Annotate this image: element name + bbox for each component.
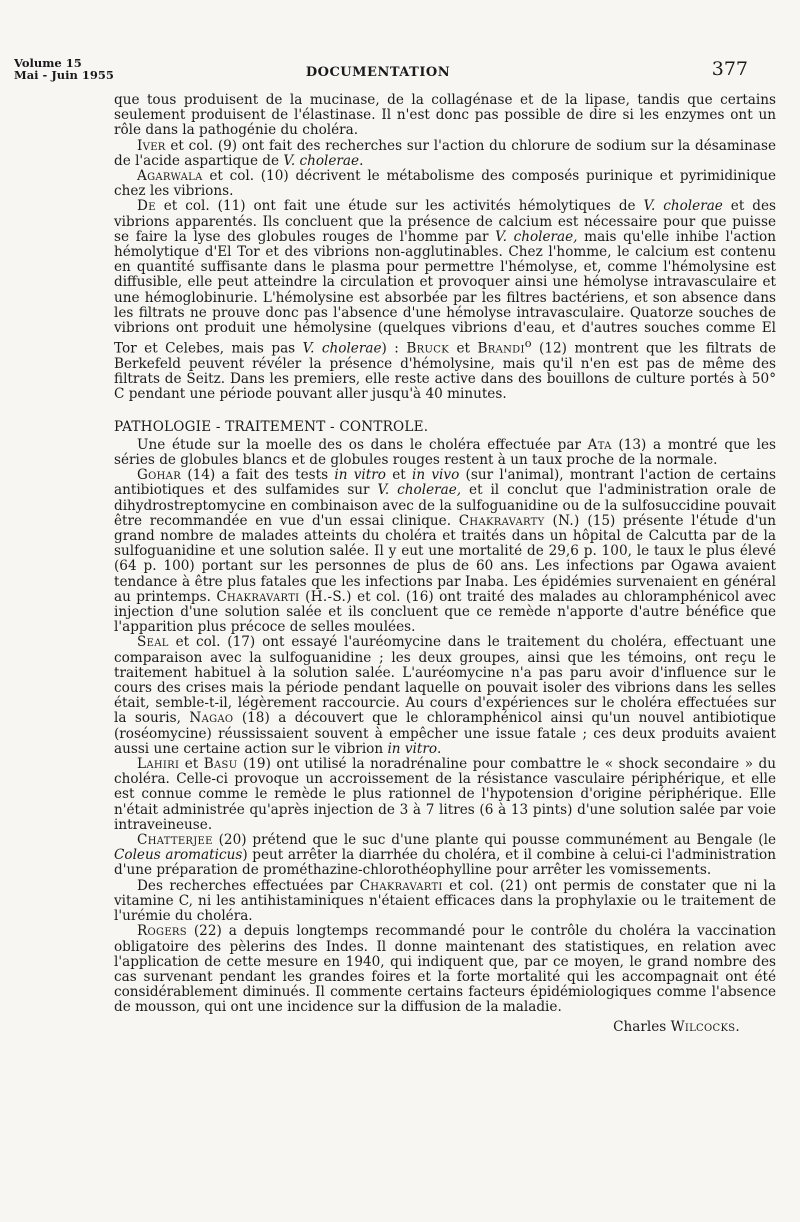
author-name: Lahiri [137, 756, 180, 773]
author-name: Chakravarti [359, 877, 443, 894]
signature: Charles Wilcocks. [613, 1018, 740, 1035]
species-name: V. cholerae, [495, 228, 578, 245]
running-title: DOCUMENTATION [305, 65, 451, 80]
paragraph-8: Lahiri et Basu (19) ont utilisé la noradrénaline pour combattre le « shock secondaire » du choléra. Celle-ci provoque un accroissement de la résistance vasculaire périphérique, et elle est connue comme le remède le plus rationnel de l'hypotension d'origine périphérique. Elle n'était administrée qu'après injection de 3 à 7 litres (6 à 13 pints) d'une solution salée par voie intraveineuse. [114, 756, 776, 833]
issue-date: Mai - Juin 1955 [14, 68, 114, 82]
article-body [114, 93, 776, 1035]
paragraph-3: Agarwala et col. (10) décrivent le métabolisme des composés purinique et pyrimidinique chez les vibrions. [114, 168, 776, 200]
author-name: Brandi [477, 340, 525, 357]
species-name: V. cholerae, [377, 482, 462, 499]
author-name: De [137, 198, 156, 215]
author-name: Iver [137, 137, 166, 154]
author-name: Ata [587, 436, 612, 453]
paragraph-4: De et col. (11) ont fait une étude sur les activités hémolytiques de V. cholerae et des vibrions apparentés. Ils concluent que la présence de calcium est nécessaire pour que puisse se faire la lyse des globules rouges de l'homme par V. cholerae, mais qu'elle inhibe l'action hémolytique d'El Tor et des vibrions non-agglutinables. Chez l'homme, le calcium est contenu en quantité suffisante dans le plasma pour permettre l'hémolyse, et, comme l'hémolysine est diffusible, elle peut atteindre la circulation et provoquer ainsi une hémolyse intravasculaire et une hémoglobinurie. L'hémolysine est absorbée par les filtres bactériens, et son absence dans les filtrats ne prouve donc pas l'absence d'une hémolyse intravasculaire. Quatorze souches de vibrions ont produit une hémolysine (quelques vibrions d'eau, et d'autres souches comme El Tor et Celebes, mais pas V. cholerae) : Bruck et Brandi$^o$ (12) montrent que les filtrats de Berkefeld peuvent révéler la présence d'hémolysine, mais qu'il n'en est pas de même des filtrats de Seitz. Dans les premiers, elle reste active dans des bouillons de culture portés à 50° C pendant une période pouvant aller jusqu'à 40 minutes. [114, 198, 777, 403]
author-name: Chatterjee [137, 832, 213, 849]
author-name: Rogers [137, 923, 187, 940]
latin-term: in vivo [411, 467, 460, 484]
volume-label: Volume 15 [14, 56, 82, 70]
author-name: Chakravarty (N.) [458, 512, 580, 529]
superscript-o: o [524, 336, 532, 351]
author-name: Chakravarti (H.-S.) [216, 588, 352, 605]
author-name: Basu [203, 756, 238, 773]
paragraph-7: Seal et col. (17) ont essayé l'auréomycine dans le traitement du choléra, effectuant une comparaison avec la sulfoguanidine ; les deux groupes, ainsi que les témoins, ont reçu le traitement habituel à la solution salée. L'auréomycine n'a pas paru avoir d'influence sur le cours des crises mais la période pendant laquelle on pouvait isoler des vibrions dans les selles était, semble-t-il, légèrement raccourcie. Au cours d'expériences sur le choléra effectuées sur la souris, Nagao (18) a découvert que le chloramphénicol ainsi qu'un nouvel antibiotique (roséomycine) réussissaient souvent à empêcher une issue fatale ; ces deux produits avaient aussi une certaine action sur le vibrion in vitro. [114, 634, 776, 757]
author-name: Agarwala [137, 168, 203, 185]
paragraph-2: Iver et col. (9) ont fait des recherches sur l'action du chlorure de sodium sur la désaminase de l'acide aspartique de V. cholerae. [114, 137, 776, 169]
species-name: V. cholerae [302, 340, 382, 357]
species-name: V. cholerae [643, 198, 723, 215]
signature-surname: Wilcocks. [670, 1018, 740, 1035]
latin-term: in vitro [387, 740, 438, 757]
paragraph-10: Des recherches effectuées par Chakravarti et col. (21) ont permis de constater que ni la vitamine C, ni les antihistaminiques n'étaient efficaces dans la prophylaxie ou le traitement de l'urémie du choléra. [114, 877, 776, 925]
author-name: Gohar [137, 467, 182, 484]
paragraph-9: Chatterjee (20) prétend que le suc d'une plante qui pousse communément au Bengale (le Coleus aromaticus) peut arrêter la diarrhée du choléra, et il combine à celui-ci l'administration d'une préparation de prométhazine-chlorothéophylline pour arrêter les vomissements. [114, 832, 776, 879]
section-heading: PATHOLOGIE - TRAITEMENT - CONTROLE. [114, 418, 429, 435]
paragraph-6: Gohar (14) a fait des tests in vitro et in vivo (sur l'animal), montrant l'action de certains antibiotiques et des sulfamides sur V. cholerae, et il conclut que l'administration orale de dihydrostreptomycine en combinaison avec de la sulfoguanidine ou de la sulfosuccidine pouvait être recommandée en vue d'un essai clinique. Chakravarty (N.) (15) présente l'étude d'un grand nombre de malades atteints du choléra et traités dans un hôpital de Calcutta par de la sulfoguanidine et une solution salée. Il y eut une mortalité de 29,6 p. 100, le taux le plus élevé (64 p. 100) portant sur les personnes de plus de 60 ans. Les infections par Ogawa avaient tendance à être plus fatales que les infections par Inaba. Les épidémies survenaient en général au printemps. Chakravarti (H.-S.) et col. (16) ont traité des malades au chloramphénicol avec injection d'une solution salée et ils concluent que ce remède n'apporte d'autre bénéfice que l'apparition plus précoce de selles moulées. [114, 467, 777, 636]
latin-term: in vitro [334, 467, 386, 484]
author-name: Bruck [406, 340, 449, 357]
page-number: 377 [711, 58, 748, 80]
paragraph-11: Rogers (22) a depuis longtemps recommandé pour le contrôle du choléra la vaccination obligatoire des pèlerins des Indes. Il donne maintenant des statistiques, en relation avec l'application de cette mesure en 1940, qui indiquent que, par ce moyen, le grand nombre des cas survenant pendant les grandes foires et la forte mortalité qui les accompagnait ont été considérablement diminués. Il commente certains facteurs épidémiologiques comme l'absence de mousson, qui ont une incidence sur la diffusion de la maladie. [114, 923, 776, 1016]
author-name: Seal [137, 634, 169, 651]
page-header [8, 57, 748, 87]
species-name: V. cholerae [283, 152, 360, 169]
paragraph-1: que tous produisent de la mucinase, de la collagénase et de la lipase, tandis que certains seulement produisent de l'élastinase. Il n'est donc pas possible de dire si les enzymes ont un rôle dans la pathogénie du choléra. [114, 92, 776, 139]
species-name: Coleus aromaticus [114, 847, 243, 864]
paragraph-5: Une étude sur la moelle des os dans le choléra effectuée par Ata (13) a montré que les séries de globules blancs et de globules rouges restent à un taux proche de la normale. [114, 436, 776, 468]
author-name: Nagao [189, 710, 234, 727]
